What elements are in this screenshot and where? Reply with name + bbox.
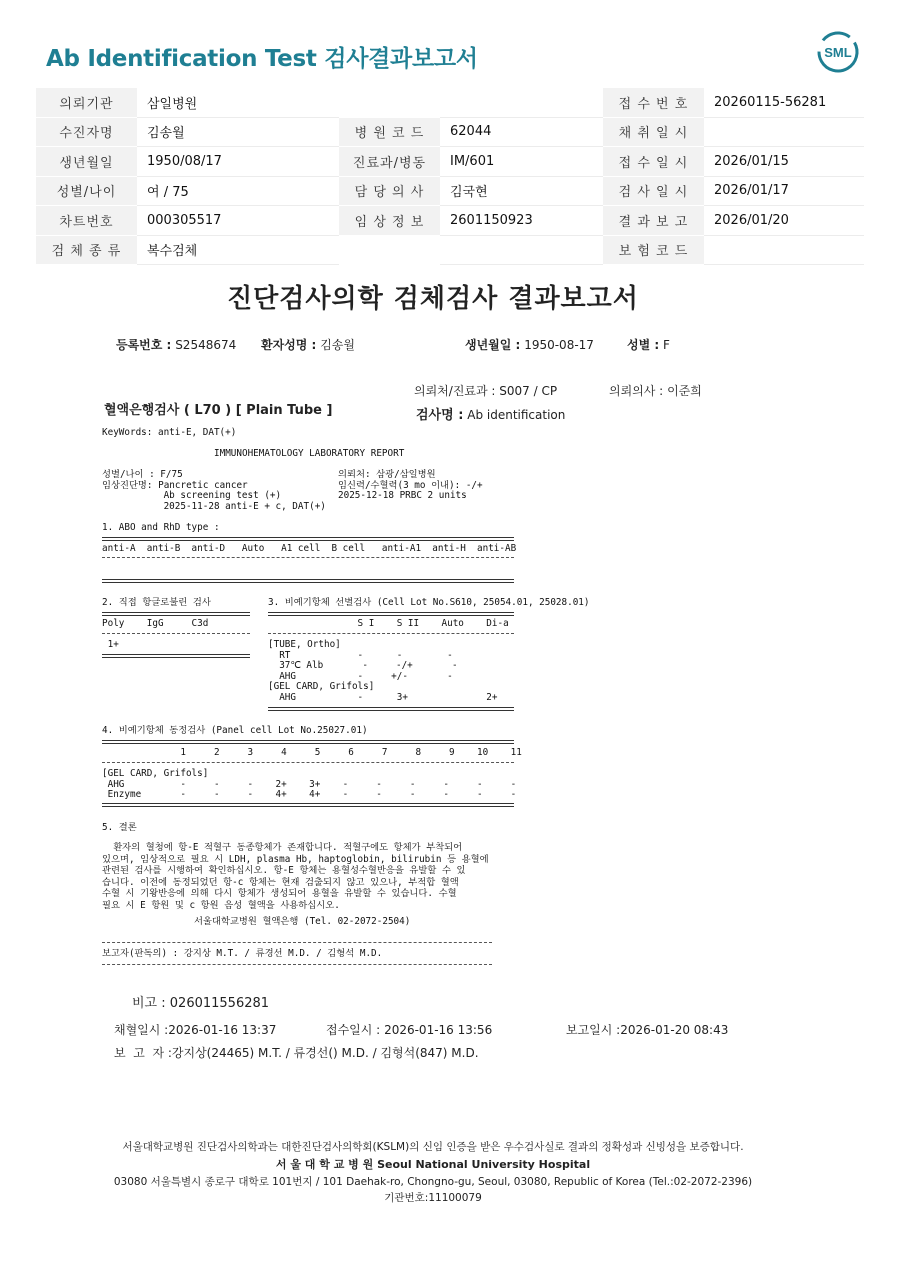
info-label: 병 원 코 드 xyxy=(339,117,440,147)
info-value: 김송월 xyxy=(137,117,339,147)
collect-datetime: 채혈일시 :2026-01-16 13:37 xyxy=(114,1023,277,1037)
info-label xyxy=(339,88,440,117)
info-row xyxy=(36,176,864,206)
info-label: 진료과/병동 xyxy=(339,147,440,177)
info-label: 채 취 일 시 xyxy=(603,117,704,147)
demographics-right: 의뢰처: 삼광/삼일병원 임신력/수혈력(3 mo 이내): -/+ 2025-12-18 PRBC 2 units xyxy=(338,469,483,502)
divider xyxy=(102,762,514,763)
info-value: 삼일병원 xyxy=(137,88,339,117)
exam-name: 검사명 : Ab identification xyxy=(416,408,566,423)
info-label xyxy=(339,235,440,265)
dat-value: 1+ xyxy=(102,639,119,650)
info-label: 보 험 코 드 xyxy=(603,235,704,265)
reg-number: 등록번호 : S2548674 xyxy=(116,338,237,352)
info-value: 1950/08/17 xyxy=(137,147,339,177)
panel-results: [GEL CARD, Grifols] AHG - - - 2+ 3+ - - - - - - Enzyme - - - 4+ 4+ - - - - - - xyxy=(102,768,517,801)
info-value: 20260115-56281 xyxy=(704,88,864,117)
info-row xyxy=(36,147,864,177)
info-row xyxy=(36,235,864,265)
referring-dept: 의뢰처/진료과 : S007 / CP xyxy=(414,384,558,398)
info-label: 접 수 번 호 xyxy=(603,88,704,117)
keywords: KeyWords: anti-E, DAT(+) xyxy=(102,427,237,438)
dat-header: Poly IgG C3d xyxy=(102,618,209,629)
info-label: 검 사 일 시 xyxy=(603,176,704,206)
divider xyxy=(268,707,514,711)
sex: 성별 : F xyxy=(627,338,670,352)
screening-section-title: 3. 비예기항체 선별검사 (Cell Lot No.S610, 25054.01, 25028.01) xyxy=(268,597,590,608)
divider xyxy=(102,942,492,943)
panel-header: 1 2 3 4 5 6 7 8 9 10 11 xyxy=(102,747,522,758)
info-row xyxy=(36,206,864,236)
info-value xyxy=(704,117,864,147)
divider xyxy=(268,612,514,616)
report-header-title: Ab Identification Test 검사결과보고서 xyxy=(46,46,478,72)
certification-note: 서울대학교병원 진단검사의학과는 대한진단검사의학회(KSLM)의 신임 인증을 받은 우수검사실로 결과의 정확성과 신빙성을 보증합니다. xyxy=(122,1141,744,1153)
info-value: 2026/01/20 xyxy=(704,206,864,236)
report-title: 진단검사의학 검체검사 결과보고서 xyxy=(227,284,639,314)
demographics-left: 성별/나이 : F/75 임상진단명: Pancretic cancer Ab screening test (+) 2025-11-28 anti-E + c, DAT(+) xyxy=(102,469,326,512)
divider xyxy=(102,740,514,744)
info-label: 생년월일 xyxy=(36,147,137,177)
abo-header: anti-A anti-B anti-D Auto A1 cell B cell anti-A1 anti-H anti-AB xyxy=(102,543,517,554)
conclusion-title: 5. 결론 xyxy=(102,822,137,833)
sml-logo-icon xyxy=(814,28,862,76)
divider xyxy=(102,633,250,634)
abo-section-title: 1. ABO and RhD type : xyxy=(102,522,220,533)
info-value xyxy=(440,235,603,265)
info-value xyxy=(440,88,603,117)
info-value xyxy=(704,235,864,265)
referring-doctor: 의뢰의사 : 이준희 xyxy=(609,384,702,398)
info-value: 김국현 xyxy=(440,176,603,206)
info-value: 여 / 75 xyxy=(137,176,339,206)
info-value: 62044 xyxy=(440,117,603,147)
info-label: 접 수 일 시 xyxy=(603,147,704,177)
info-row xyxy=(36,117,864,147)
receive-datetime: 접수일시 : 2026-01-16 13:56 xyxy=(326,1023,493,1037)
exam-group: 혈액은행검사 ( L70 ) [ Plain Tube ] xyxy=(104,403,333,418)
info-label: 결 과 보 고 xyxy=(603,206,704,236)
divider xyxy=(102,537,514,541)
info-label: 담 당 의 사 xyxy=(339,176,440,206)
report-datetime: 보고일시 :2026-01-20 08:43 xyxy=(566,1023,729,1037)
info-row xyxy=(36,88,864,117)
info-label: 검 체 종 류 xyxy=(36,235,137,265)
patient-info-table xyxy=(36,88,864,265)
blood-bank-contact: 서울대학교병원 혈액은행 (Tel. 02-2072-2504) xyxy=(194,916,411,927)
patient-name: 환자성명 : 김송월 xyxy=(261,338,355,352)
conclusion-text: 환자의 혈청에 항-E 적혈구 동종항체가 존재합니다. 적혈구에도 항체가 부착되어 있으며, 임상적으로 필요 시 LDH, plasma Hb, haptoglobin, bilirubin 등 용혈에 관련된 검사를 시행하여 확인하십시오. 항-E 항체는 용혈성수혈반응을 유발할 수 있 습니다. 이전에 동정되었던 항-c 항체는 현재 검출되지 않고 있으나, 부적합 혈액 수혈 시 기왕반응에 의해 다시 항체가 생성되어 용혈을 유발할 수 있습니다. 수혈 필요 시 E 항원 및 c 항원 음성 혈액을 사용하십시오. xyxy=(102,842,489,911)
divider xyxy=(102,964,492,965)
info-label: 의뢰기관 xyxy=(36,88,137,117)
info-value: IM/601 xyxy=(440,147,603,177)
divider xyxy=(102,557,514,558)
reporter-mono: 보고자(판독의) : 강지상 M.T. / 류경선 M.D. / 김형석 M.D. xyxy=(102,948,383,959)
info-value: 000305517 xyxy=(137,206,339,236)
info-value: 복수검체 xyxy=(137,235,339,265)
screening-header: S I S II Auto Di-a xyxy=(268,618,509,629)
birth-date: 생년월일 : 1950-08-17 xyxy=(465,338,594,352)
dat-section-title: 2. 직접 항글로불린 검사 xyxy=(102,597,211,608)
divider xyxy=(102,579,514,583)
divider xyxy=(268,633,514,634)
info-value: 2601150923 xyxy=(440,206,603,236)
hospital-address: 03080 서울특별시 종로구 대학로 101번지 / 101 Daehak-ro, Chongno-gu, Seoul, 03080, Republic of Korea (Tel.:02-2072-2396) xyxy=(113,1176,753,1188)
info-label: 임 상 정 보 xyxy=(339,206,440,236)
info-value: 2026/01/17 xyxy=(704,176,864,206)
hospital-name: 서 울 대 학 교 병 원 Seoul National University Hospital xyxy=(275,1158,591,1171)
institution-code: 기관번호:11100079 xyxy=(384,1192,482,1204)
divider xyxy=(102,612,250,616)
info-value: 2026/01/15 xyxy=(704,147,864,177)
panel-section-title: 4. 비예기항체 동정검사 (Panel cell Lot No.25027.01) xyxy=(102,725,368,736)
divider xyxy=(102,803,514,807)
info-label: 수진자명 xyxy=(36,117,137,147)
info-label: 차트번호 xyxy=(36,206,137,236)
divider xyxy=(102,654,250,658)
screening-results: [TUBE, Ortho] RT - - - 37℃ Alb - -/+ - AHG - +/- - [GEL CARD, Grifols] AHG - 3+ 2+ xyxy=(268,639,498,703)
info-label: 성별/나이 xyxy=(36,176,137,206)
reporter: 보 고 자 :강지상(24465) M.T. / 류경선() M.D. / 김형석(847) M.D. xyxy=(114,1046,479,1060)
remark: 비고 : 026011556281 xyxy=(132,996,270,1011)
lab-report-title: IMMUNOHEMATOLOGY LABORATORY REPORT xyxy=(214,448,405,459)
logo-text: SML xyxy=(824,45,852,60)
